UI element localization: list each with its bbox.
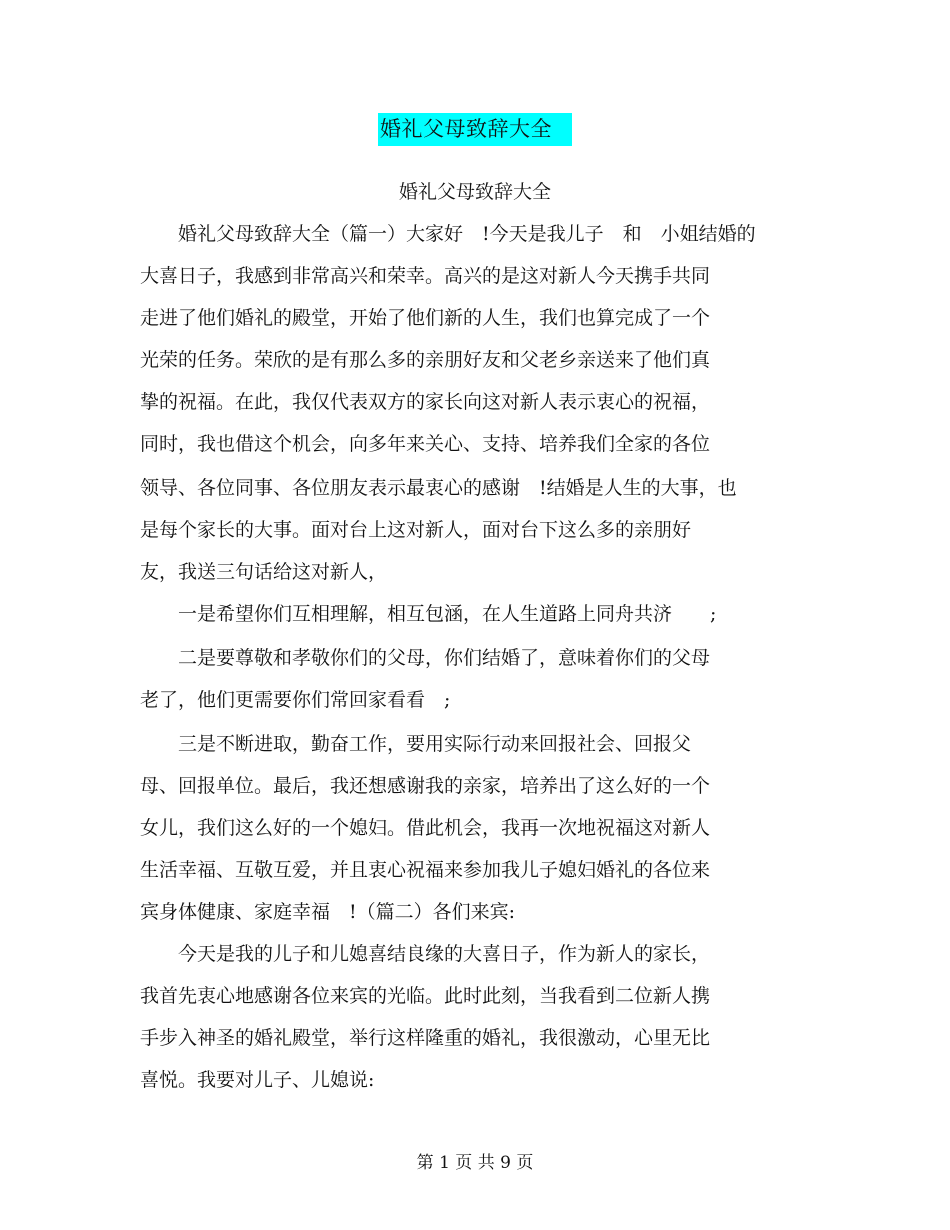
body-line: 领导、各位同事、各位朋友表示最衷心的感谢 !结婚是人生的大事，也 bbox=[140, 477, 737, 499]
body-line: 今天是我的儿子和儿媳喜结良缘的大喜日子，作为新人的家长， bbox=[140, 943, 711, 965]
body-line: 婚礼父母致辞大全（篇一）大家好 !今天是我儿子 和 小姐结婚的 bbox=[140, 223, 756, 245]
title-container bbox=[0, 113, 950, 146]
body-line: 大喜日子，我感到非常高兴和荣幸。高兴的是这对新人今天携手共同 bbox=[140, 265, 711, 287]
body-line: 喜悦。我要对儿子、儿媳说: bbox=[140, 1069, 375, 1091]
document-subtitle: 婚礼父母致辞大全 bbox=[398, 181, 551, 203]
body-line: 生活幸福、互敬互爱，并且衷心祝福来参加我儿子媳妇婚礼的各位来 bbox=[140, 859, 711, 881]
body-line: 同时，我也借这个机会，向多年来关心、支持、培养我们全家的各位 bbox=[140, 433, 711, 455]
body-line: 女儿，我们这么好的一个媳妇。借此机会，我再一次地祝福这对新人 bbox=[140, 817, 711, 839]
body-line: 挚的祝福。在此，我仅代表双方的家长向这对新人表示衷心的祝福， bbox=[140, 391, 711, 413]
page-footer: 第 1 页 共 9 页 bbox=[416, 1153, 534, 1173]
body-line: 一是希望你们互相理解，相互包涵，在人生道路上同舟共济 ; bbox=[140, 603, 717, 625]
document-title: 婚礼父母致辞大全 bbox=[378, 113, 572, 146]
body-line: 光荣的任务。荣欣的是有那么多的亲朋好友和父老乡亲送来了他们真 bbox=[140, 349, 711, 371]
body-line: 母、回报单位。最后，我还想感谢我的亲家，培养出了这么好的一个 bbox=[140, 775, 711, 797]
body-line: 友，我送三句话给这对新人， bbox=[140, 561, 388, 583]
body-line: 二是要尊敬和孝敬你们的父母，你们结婚了，意味着你们的父母 bbox=[140, 647, 711, 669]
body-line: 三是不断进取，勤奋工作，要用实际行动来回报社会、回报父 bbox=[140, 733, 692, 755]
body-line: 我首先衷心地感谢各位来宾的光临。此时此刻，当我看到二位新人携 bbox=[140, 985, 711, 1007]
body-line: 手步入神圣的婚礼殿堂，举行这样隆重的婚礼，我很激动，心里无比 bbox=[140, 1027, 711, 1049]
body-line: 走进了他们婚礼的殿堂，开始了他们新的人生，我们也算完成了一个 bbox=[140, 307, 711, 329]
body-line: 宾身体健康、家庭幸福 !（篇二）各们来宾: bbox=[140, 901, 516, 923]
body-line: 老了，他们更需要你们常回家看看 ; bbox=[140, 689, 451, 711]
body-line: 是每个家长的大事。面对台上这对新人，面对台下这么多的亲朋好 bbox=[140, 519, 692, 541]
